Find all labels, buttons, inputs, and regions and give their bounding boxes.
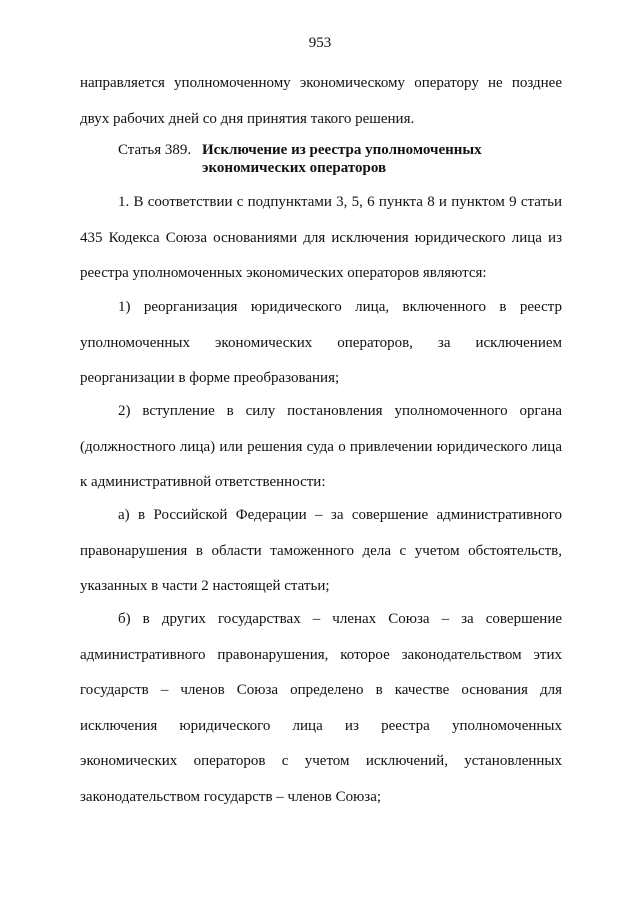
paragraph-5 [80,602,562,815]
paragraph-4 [80,498,562,605]
paragraph-2 [80,290,562,397]
paragraph-text: а) в Российской Федерации – за совершение административного правонарушения в области таможенного дела с учетом обстоятельств, указанных в части 2 настоящей статьи; [80,507,562,594]
paragraph-text: 2) вступление в силу постановления уполномоченного органа (должностного лица) или решения суда о привлечении юридического лица к административной ответственности: [80,403,562,490]
paragraph-text: б) в других государствах – членах Союза – за совершение административного правонарушения, которое законодательством этих государств – членов Союза определено в качестве основания для исключения юридического лица из реестра уполномоченных экономических операторов с учетом исключений, установленных законодательством государств – членов Союза; [80,611,562,805]
paragraph-1 [80,185,562,292]
intro-paragraph [80,66,562,137]
page-number: 953 [308,35,332,51]
intro-text: направляется уполномоченному экономическому оператору не позднее двух рабочих дней со дня принятия такого решения. [80,75,562,127]
article-label: Статья 389. [118,142,192,158]
paragraph-text: 1. В соответствии с подпунктами 3, 5, 6 пункта 8 и пунктом 9 статьи 435 Кодекса Союза основаниями для исключения юридического лица из реестра уполномоченных экономических операторов являются: [80,194,562,281]
article-title [202,141,562,177]
article-title-line-1: Исключение из реестра уполномоченных [202,142,482,158]
paragraph-text: 1) реорганизация юридического лица, включенного в реестр уполномоченных экономических операторов, за исключением реорганизации в форме преобразования; [80,299,562,386]
paragraph-3 [80,394,562,501]
article-title-line-2: экономических операторов [202,160,387,176]
